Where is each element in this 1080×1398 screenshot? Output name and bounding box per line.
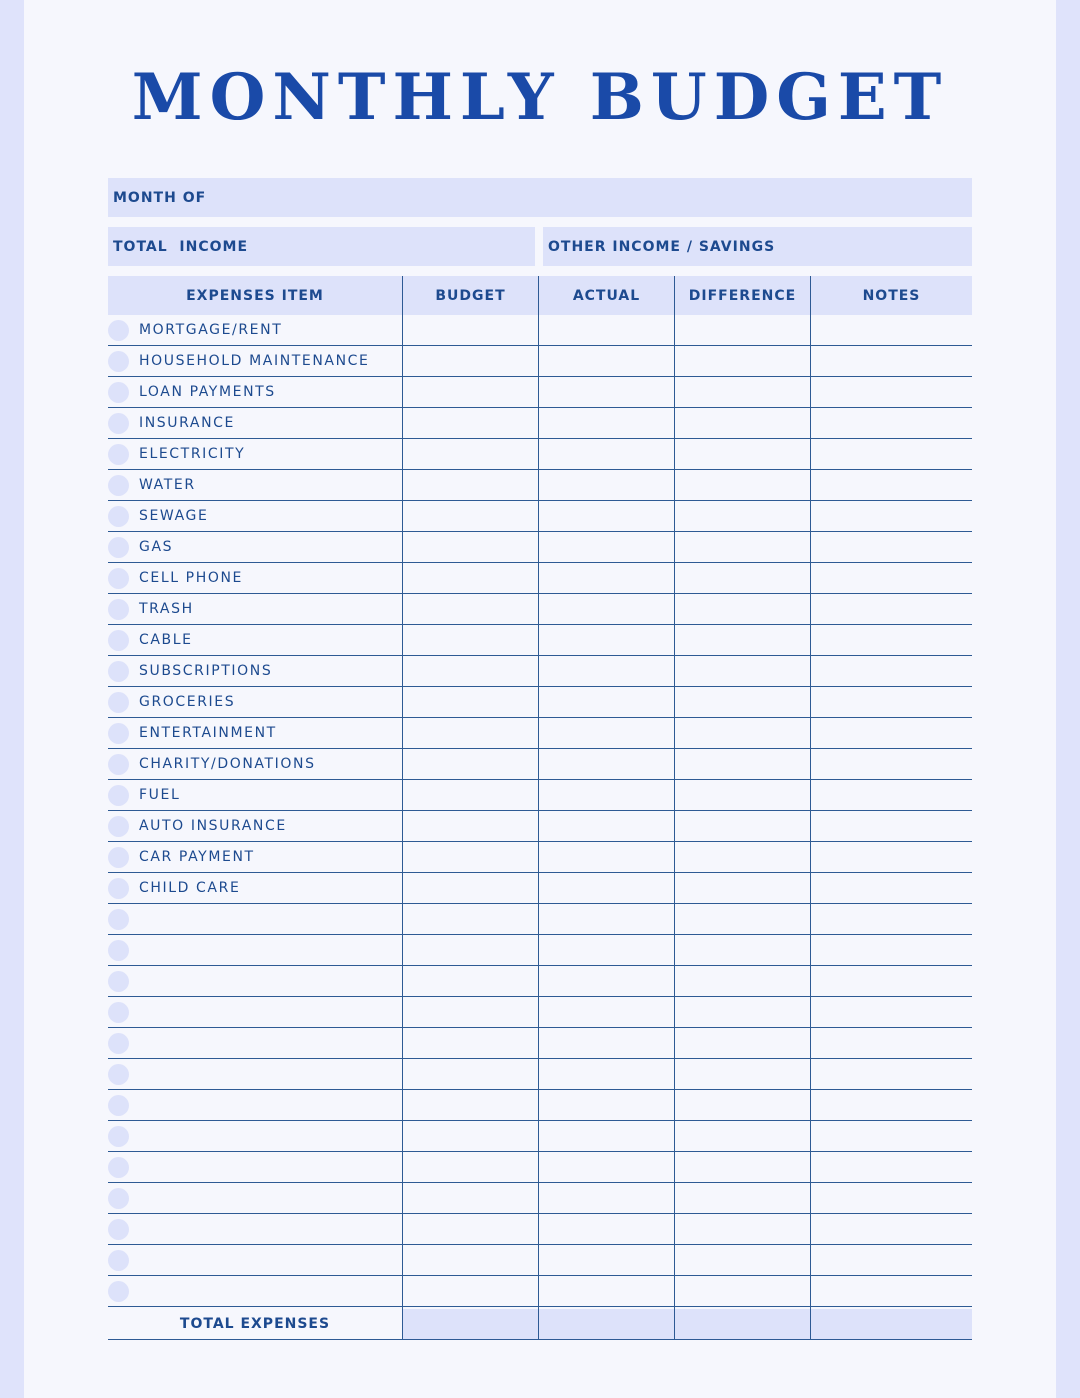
- table-row[interactable]: [108, 811, 972, 842]
- checkbox-circle-icon[interactable]: [108, 413, 129, 434]
- expense-item-label: ELECTRICITY: [139, 446, 246, 462]
- expense-item-label: TRASH: [139, 601, 194, 617]
- total-income-field[interactable]: [108, 227, 535, 266]
- table-row[interactable]: [108, 315, 972, 346]
- table-row[interactable]: [108, 842, 972, 873]
- expense-item-label: CABLE: [139, 632, 193, 648]
- checkbox-circle-icon[interactable]: [108, 1188, 129, 1209]
- table-row[interactable]: [108, 749, 972, 780]
- checkbox-circle-icon[interactable]: [108, 475, 129, 496]
- total-actual-cell[interactable]: [539, 1309, 674, 1339]
- expense-item-label: CAR PAYMENT: [139, 849, 255, 865]
- column-divider: [810, 276, 811, 1340]
- table-row[interactable]: [108, 687, 972, 718]
- total-expenses-label: TOTAL EXPENSES: [179, 1316, 331, 1332]
- table-row[interactable]: [108, 1214, 972, 1245]
- budget-sheet: [24, 0, 1056, 1398]
- checkbox-circle-icon[interactable]: [108, 1033, 129, 1054]
- month-of-label: MONTH OF: [113, 189, 207, 206]
- header-expenses-item: EXPENSES ITEM: [186, 287, 324, 304]
- table-row[interactable]: [108, 718, 972, 749]
- expense-item-label: CHARITY/DONATIONS: [139, 756, 316, 772]
- checkbox-circle-icon[interactable]: [108, 630, 129, 651]
- checkbox-circle-icon[interactable]: [108, 1126, 129, 1147]
- table-row[interactable]: [108, 1152, 972, 1183]
- expense-item-label: INSURANCE: [139, 415, 235, 431]
- checkbox-circle-icon[interactable]: [108, 1250, 129, 1271]
- checkbox-circle-icon[interactable]: [108, 382, 129, 403]
- other-income-label: OTHER INCOME / SAVINGS: [548, 238, 776, 255]
- table-row[interactable]: [108, 1028, 972, 1059]
- checkbox-circle-icon[interactable]: [108, 847, 129, 868]
- total-expenses-row: [108, 1309, 972, 1340]
- checkbox-circle-icon[interactable]: [108, 1002, 129, 1023]
- expense-item-label: GAS: [139, 539, 174, 555]
- table-row[interactable]: [108, 1276, 972, 1307]
- table-row[interactable]: [108, 1090, 972, 1121]
- expense-item-label: MORTGAGE/RENT: [139, 322, 283, 338]
- expense-item-label: FUEL: [139, 787, 181, 803]
- table-row[interactable]: [108, 532, 972, 563]
- total-income-label: TOTAL INCOME: [113, 238, 249, 255]
- table-row[interactable]: [108, 625, 972, 656]
- table-row[interactable]: [108, 966, 972, 997]
- expense-item-label: HOUSEHOLD MAINTENANCE: [139, 353, 370, 369]
- table-row[interactable]: [108, 377, 972, 408]
- expense-item-label: CELL PHONE: [139, 570, 243, 586]
- checkbox-circle-icon[interactable]: [108, 351, 129, 372]
- column-divider: [402, 276, 403, 1340]
- checkbox-circle-icon[interactable]: [108, 909, 129, 930]
- checkbox-circle-icon[interactable]: [108, 506, 129, 527]
- table-row[interactable]: [108, 346, 972, 377]
- table-row[interactable]: [108, 656, 972, 687]
- checkbox-circle-icon[interactable]: [108, 1281, 129, 1302]
- checkbox-circle-icon[interactable]: [108, 723, 129, 744]
- checkbox-circle-icon[interactable]: [108, 1219, 129, 1240]
- expense-item-label: ENTERTAINMENT: [139, 725, 277, 741]
- table-row[interactable]: [108, 470, 972, 501]
- page-title: MONTHLY BUDGET: [131, 60, 949, 135]
- table-row[interactable]: [108, 780, 972, 811]
- checkbox-circle-icon[interactable]: [108, 816, 129, 837]
- table-row[interactable]: [108, 408, 972, 439]
- checkbox-circle-icon[interactable]: [108, 320, 129, 341]
- checkbox-circle-icon[interactable]: [108, 1064, 129, 1085]
- expense-item-label: GROCERIES: [139, 694, 236, 710]
- table-row[interactable]: [108, 1121, 972, 1152]
- column-divider: [674, 276, 675, 1340]
- table-row[interactable]: [108, 904, 972, 935]
- checkbox-circle-icon[interactable]: [108, 785, 129, 806]
- checkbox-circle-icon[interactable]: [108, 599, 129, 620]
- header-notes: NOTES: [862, 287, 921, 304]
- table-row[interactable]: [108, 873, 972, 904]
- checkbox-circle-icon[interactable]: [108, 971, 129, 992]
- expense-item-label: CHILD CARE: [139, 880, 241, 896]
- header-budget: BUDGET: [435, 287, 506, 304]
- column-divider: [538, 276, 539, 1340]
- table-row[interactable]: [108, 439, 972, 470]
- total-budget-cell[interactable]: [403, 1309, 538, 1339]
- table-row[interactable]: [108, 594, 972, 625]
- table-row[interactable]: [108, 935, 972, 966]
- checkbox-circle-icon[interactable]: [108, 940, 129, 961]
- table-row[interactable]: [108, 1183, 972, 1214]
- checkbox-circle-icon[interactable]: [108, 878, 129, 899]
- checkbox-circle-icon[interactable]: [108, 537, 129, 558]
- header-actual: ACTUAL: [572, 287, 641, 304]
- total-difference-cell[interactable]: [675, 1309, 810, 1339]
- expense-item-label: SEWAGE: [139, 508, 209, 524]
- expense-item-label: AUTO INSURANCE: [139, 818, 287, 834]
- table-row[interactable]: [108, 563, 972, 594]
- table-row[interactable]: [108, 501, 972, 532]
- checkbox-circle-icon[interactable]: [108, 1095, 129, 1116]
- table-row[interactable]: [108, 997, 972, 1028]
- header-difference: DIFFERENCE: [688, 287, 797, 304]
- expense-item-label: LOAN PAYMENTS: [139, 384, 276, 400]
- checkbox-circle-icon[interactable]: [108, 568, 129, 589]
- expense-item-label: WATER: [139, 477, 196, 493]
- checkbox-circle-icon[interactable]: [108, 754, 129, 775]
- table-row[interactable]: [108, 1245, 972, 1276]
- checkbox-circle-icon[interactable]: [108, 692, 129, 713]
- total-notes-cell[interactable]: [811, 1309, 972, 1339]
- checkbox-circle-icon[interactable]: [108, 1157, 129, 1178]
- table-header: [108, 276, 972, 315]
- month-of-field[interactable]: [108, 178, 972, 217]
- checkbox-circle-icon[interactable]: [108, 444, 129, 465]
- other-income-field[interactable]: [543, 227, 972, 266]
- expense-item-label: SUBSCRIPTIONS: [139, 663, 273, 679]
- checkbox-circle-icon[interactable]: [108, 661, 129, 682]
- table-row[interactable]: [108, 1059, 972, 1090]
